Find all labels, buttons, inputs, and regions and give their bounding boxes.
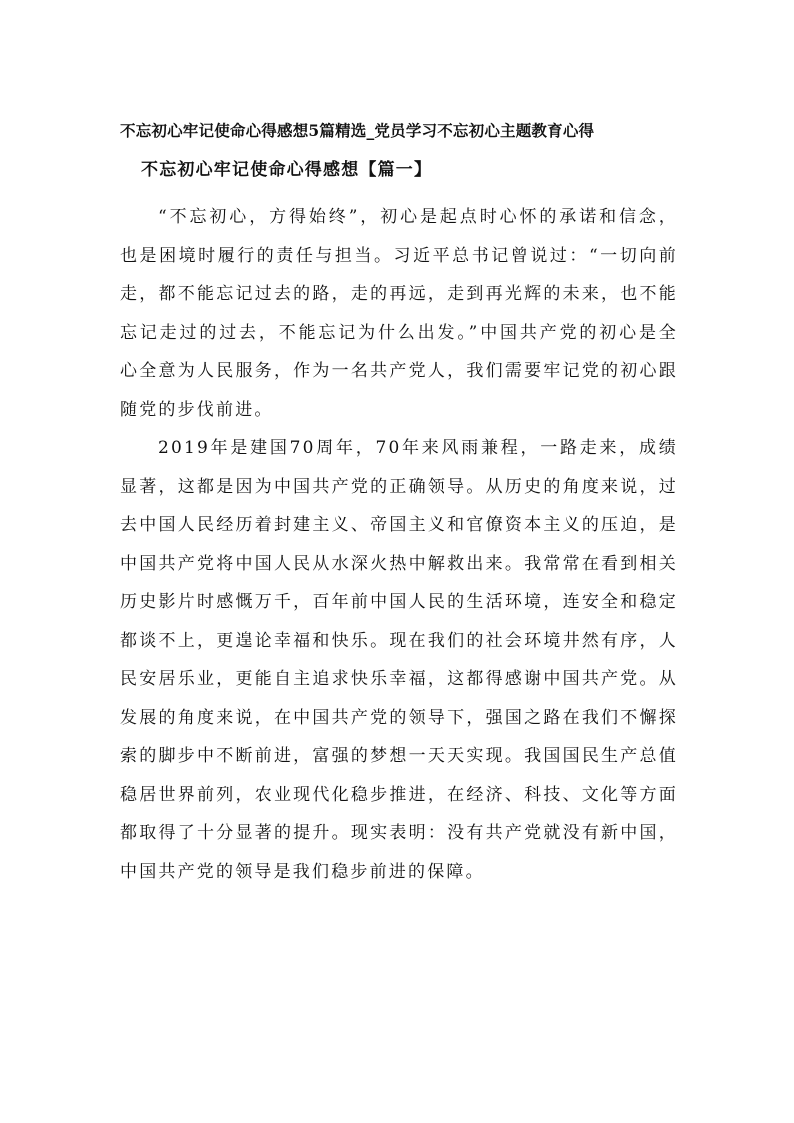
document-body — [120, 198, 678, 891]
section-heading: 不忘初心牢记使命心得感想【篇一】 — [141, 160, 433, 180]
document-title: 不忘初心牢记使命心得感想5篇精选_党员学习不忘初心主题教育心得 — [120, 121, 595, 140]
paragraph-1: “不忘初心，方得始终”，初心是起点时心怀的承诺和信念，也是困境时履行的责任与担当。习近平总书记曾说过：“一切向前走，都不能忘记过去的路，走的再远，走到再光辉的未来，也不能忘记走过的过去，不能忘记为什么出发。”中国共产党的初心是全心全意为人民服务，作为一名共产党人，我们需要牢记党的初心跟随党的步伐前进。 — [120, 207, 678, 420]
paragraph-2: 2019年是建国70周年，70年来风雨兼程，一路走来，成绩显著，这都是因为中国共产党的正确领导。从历史的角度来说，过去中国人民经历着封建主义、帝国主义和官僚资本主义的压迫，是中国共产党将中国人民从水深火热中解救出来。我常常在看到相关历史影片时感慨万千，百年前中国人民的生活环境，连安全和稳定都谈不上，更遑论幸福和快乐。现在我们的社会环境井然有序，人民安居乐业，更能自主追求快乐幸福，这都得感谢中国共产党。从发展的角度来说，在中国共产党的领导下，强国之路在我们不懈探索的脚步中不断前进，富强的梦想一天天实现。我国国民生产总值稳居世界前列，农业现代化稳步推进，在经济、科技、文化等方面都取得了十分显著的提升。现实表明：没有共产党就没有新中国，中国共产党的领导是我们稳步前进的保障。 — [120, 438, 678, 882]
